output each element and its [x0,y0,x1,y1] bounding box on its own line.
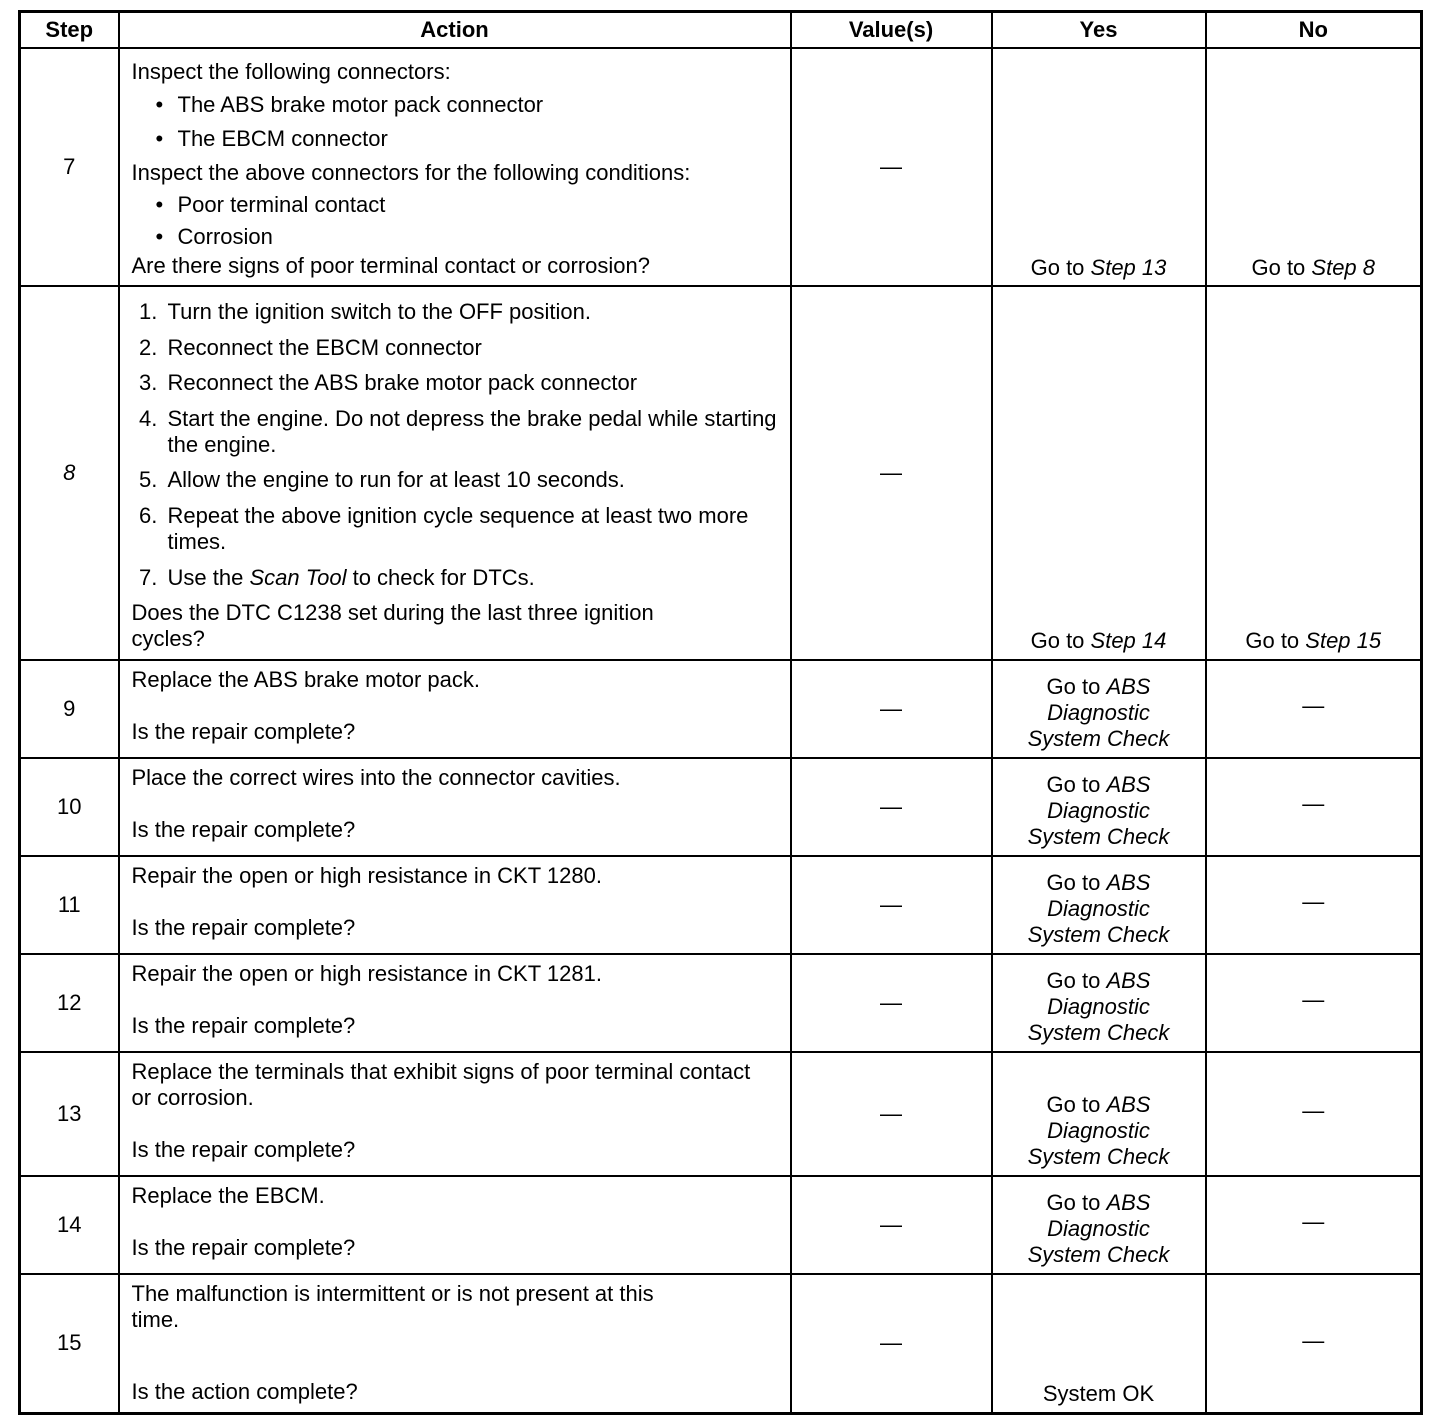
no-step-link: Step 15 [1305,628,1382,654]
step-number: 10 [20,758,119,856]
action-question: Is the repair complete? [131,817,356,843]
action-text: Repair the open or high resistance in CKT 1280. [131,862,602,888]
bullet-list [132,189,780,253]
yes-link: System Check [1027,1144,1170,1170]
header-row [20,12,1422,49]
yes-link: ABS [1106,1189,1151,1215]
yes-link: ABS [1106,967,1151,993]
action-text: Replace the ABS brake motor pack. [131,666,481,692]
action-question: Are there signs of poor terminal contact or corrosion? [131,253,650,278]
table-row-step-9 [20,660,1422,758]
action-text: The malfunction is intermittent or is not present at this time. [131,1280,654,1333]
table-row-step-11 [20,856,1422,954]
yes-link: Diagnostic [1047,1117,1150,1143]
value-cell: — [791,758,992,856]
action-cell [119,1176,791,1274]
action-cell [119,856,791,954]
list-item: 4. Start the engine. Do not depress the brake pedal while starting the engine. [164,406,780,459]
list-item-text: to check for DTCs. [346,564,535,590]
no-cell: — [1206,660,1422,758]
table-row-step-7 [20,48,1422,286]
yes-cell [992,954,1206,1052]
yes-link: Diagnostic [1047,895,1150,921]
numbered-list [132,299,780,591]
table-row-step-12 [20,954,1422,1052]
no-cell: — [1206,1052,1422,1176]
header-action: Action [119,12,791,49]
yes-link: ABS [1106,673,1151,699]
action-text: Inspect the above connectors for the following conditions: [131,160,691,185]
yes-cell [992,1052,1206,1176]
yes-prefix: Go to [1046,869,1107,895]
list-item: 1. Turn the ignition switch to the OFF position. [164,299,780,325]
action-question: Is the repair complete? [131,1013,356,1039]
action-cell [119,660,791,758]
diagnostic-table [18,10,1423,1415]
value-cell: — [791,954,992,1052]
yes-cell [992,286,1206,659]
action-text: Repair the open or high resistance in CKT 1281. [131,960,602,986]
action-text: Replace the EBCM. [131,1182,325,1208]
table-row-step-10 [20,758,1422,856]
no-step-link: Step 8 [1311,255,1376,280]
yes-cell [992,48,1206,286]
list-item: • The ABS brake motor pack connector [156,88,780,122]
action-cell [119,758,791,856]
table-row-step-14 [20,1176,1422,1274]
yes-link: Diagnostic [1047,699,1150,725]
yes-cell [992,856,1206,954]
scan-tool-ref: Scan Tool [249,564,347,590]
value-cell: — [791,660,992,758]
action-question: Is the action complete? [131,1379,358,1405]
header-step: Step [20,12,119,49]
value-cell: — [791,286,992,659]
step-number: 8 [20,286,119,659]
action-question: Is the repair complete? [131,1137,356,1163]
yes-step-link: Step 13 [1090,255,1167,280]
step-number: 14 [20,1176,119,1274]
table-row-step-13 [20,1052,1422,1176]
no-cell [1206,48,1422,286]
action-question: Is the repair complete? [131,915,356,941]
action-text: Replace the terminals that exhibit signs of poor terminal contact or corrosion. [131,1058,751,1111]
action-question: Is the repair complete? [131,1235,356,1261]
value-cell: — [791,1176,992,1274]
no-cell [1206,286,1422,659]
yes-link: System Check [1027,726,1170,752]
value-cell: — [791,1274,992,1414]
no-cell: — [1206,758,1422,856]
yes-link: System Check [1027,1020,1170,1046]
yes-link: Diagnostic [1047,797,1150,823]
action-cell [119,1052,791,1176]
bullet-list [132,88,780,156]
header-yes: Yes [992,12,1206,49]
action-cell [119,1274,791,1414]
no-cell: — [1206,856,1422,954]
action-question: Is the repair complete? [131,719,356,745]
action-question: Does the DTC C1238 set during the last three ignition cycles? [131,599,654,652]
action-cell [119,954,791,1052]
yes-prefix: Go to [1030,628,1091,654]
table-row-step-8 [20,286,1422,659]
value-cell: — [791,856,992,954]
yes-step-link: Step 14 [1090,628,1167,654]
yes-link: Diagnostic [1047,993,1150,1019]
list-item: 3. Reconnect the ABS brake motor pack connector [164,370,780,396]
value-cell: — [791,1052,992,1176]
list-item-text: Use the [167,564,250,590]
list-item: • Poor terminal contact [156,189,780,221]
yes-prefix: Go to [1046,673,1107,699]
no-cell: — [1206,954,1422,1052]
yes-prefix: Go to [1030,255,1091,280]
list-item: • The EBCM connector [156,122,780,156]
no-prefix: Go to [1251,255,1312,280]
step-number: 15 [20,1274,119,1414]
yes-cell [992,758,1206,856]
yes-prefix: Go to [1046,771,1107,797]
no-prefix: Go to [1245,628,1306,654]
yes-link: System Check [1027,922,1170,948]
list-item: 2. Reconnect the EBCM connector [164,335,780,361]
step-number: 11 [20,856,119,954]
step-number: 9 [20,660,119,758]
action-text: Place the correct wires into the connector cavities. [131,764,621,790]
yes-link: ABS [1106,869,1151,895]
header-values: Value(s) [791,12,992,49]
yes-link: ABS [1106,771,1151,797]
yes-link: System Check [1027,824,1170,850]
step-number: 7 [20,48,119,286]
list-item: • Corrosion [156,221,780,253]
yes-prefix: Go to [1046,967,1107,993]
action-cell [119,48,791,286]
list-item: 5. Allow the engine to run for at least 10 seconds. [164,467,780,493]
yes-cell [992,1176,1206,1274]
table-row-step-15 [20,1274,1422,1414]
list-item: 6. Repeat the above ignition cycle sequence at least two more times. [164,503,780,556]
step-number: 12 [20,954,119,1052]
action-text: Inspect the following connectors: [131,59,451,84]
list-item [164,565,780,591]
value-cell: — [791,48,992,286]
action-cell [119,286,791,659]
yes-prefix: Go to [1046,1091,1107,1117]
yes-link: System Check [1027,1242,1170,1268]
step-number: 13 [20,1052,119,1176]
yes-cell: System OK [992,1274,1206,1414]
no-cell: — [1206,1176,1422,1274]
yes-link: ABS [1106,1091,1151,1117]
yes-cell [992,660,1206,758]
no-cell: — [1206,1274,1422,1414]
yes-link: Diagnostic [1047,1215,1150,1241]
header-no: No [1206,12,1422,49]
yes-prefix: Go to [1046,1189,1107,1215]
